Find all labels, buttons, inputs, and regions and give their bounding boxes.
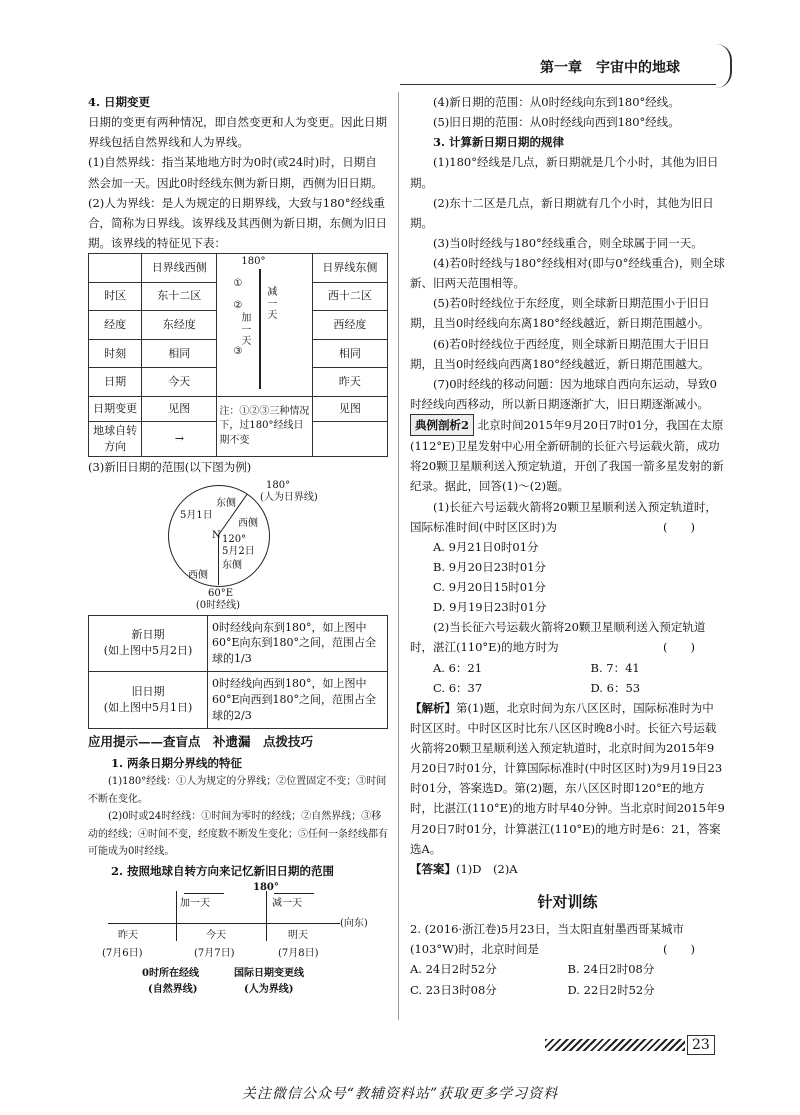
header-east: 日界线东侧 (312, 254, 387, 283)
rule-7: (7)0时经线的移动问题：因为地球自西向东运动，导致0时经线向西移动，所以新日期逐渐扩大，旧日期逐渐减小。 (410, 376, 717, 411)
add-day-label: 加一天 (241, 313, 252, 347)
old-date-range: (5)旧日期的范围：从0时经线向西到180°经线。 (433, 115, 680, 130)
question-3: 2. (2016·浙江卷)5月23日，当太阳直射墨西哥某城市(103°W)时，北京时间是 ( ) (410, 922, 695, 957)
rule-6: (6)若0时经线位于西经度，则全球新日期范围大于旧日期，且当0时经线向西离180°经线越近，新日期范围越大。 (410, 336, 710, 371)
rule-title: 3. 计算新日期日期的规律 (433, 135, 565, 150)
dateline-diagram: 180° ① ② ③ 加一天 减一天 (217, 254, 312, 397)
rule-1: (1)180°经线是几点，新日期就是几个小时，其他为旧日期。 (410, 155, 719, 190)
tips-title: 应用提示——查盲点 补遗漏 点拨技巧 (88, 734, 314, 750)
table-note: 注：①②③三种情况下，过180°经线日期不变 (217, 397, 312, 457)
subtract-day-label: 减一天 (267, 287, 278, 321)
tip1-p1: (1)180°经线：①人为规定的分界线；②位置固定不变；③时间不断在变化。 (88, 776, 387, 805)
date-range-table: 新日期 (如上图中5月2日) 0时经线向东到180°，如上图中60°E向东到180°之间，范围占全球的1/3 旧日期 (如上图中5月1日) 0时经线向西到180°，如上图中60°E向西到180°之间，范围占全球的2/3 (88, 615, 388, 730)
section-4-p1: (1)自然界线：指当某地地方时为0时(或24时)时，日期自然会加一天。因此0时经线东侧为新日期，西侧为旧日期。 (88, 155, 383, 190)
date-range-circle-figure: 180° (人为日界线) 东侧 西侧 5月1日 N 120° 5月2日 东侧 西侧 60°E (88, 477, 388, 597)
tip1-p2: (2)0时或24时经线：①时间为零时的经线；②自然界线；③移动的经线；④时间不变，经度数不断发生变化；⑤任何一条经线都有可能成为0时经线。 (88, 811, 388, 858)
section-4-p3: (3)新旧日期的范围(以下图为例) (88, 459, 252, 474)
date-axis-figure: 180° 加一天 减一天 (向东) 昨天 今天 明天 (7月6日) (7月7日) (7月8日) 0时所在经线 (自然界线) 国际日期变更线 (人为界线) (102, 881, 368, 995)
header-west: 日界线西侧 (142, 254, 217, 283)
section-4-title: 4. 日期变更 (88, 95, 151, 109)
rule-5: (5)若0时经线位于东经度，则全球新日期范围小于旧日期，且当0时经线向东离180°经线越近，新日期范围越小。 (410, 296, 710, 331)
footer-hatch (545, 1039, 685, 1051)
question-1-options: A. 9月21日0时01分 B. 9月20日23时01分 C. 9月20日15时01分 D. 9月19日23时01分 (433, 539, 547, 615)
axis-line (108, 923, 340, 924)
page-footer (545, 1035, 720, 1055)
chapter-header: 第一章 宇宙中的地球 (540, 60, 680, 76)
question-1: (1)长征六号运载火箭将20颗卫星顺利送入预定轨道时，国际标准时间(中时区区时)为 ( ) (410, 499, 717, 534)
left-column (88, 92, 388, 999)
example-tag: 典例剖析2 (410, 414, 474, 436)
page-number: 23 (687, 1035, 715, 1055)
right-column (410, 92, 725, 1000)
question-2-options: A. 6：21 B. 7：41 C. 6：37 D. 6：53 (433, 660, 641, 695)
column-divider (398, 92, 399, 1020)
section-4-intro: 日期的变更有两种情况，即自然变更和人为变更。因此日期界线包括自然界线和人为界线。 (88, 115, 387, 150)
rule-3: (3)当0时经线与180°经线重合，则全球属于同一天。 (433, 235, 703, 250)
tip1-title: 1. 两条日期分界线的特征 (111, 756, 243, 770)
dateline-feature-table: 日界线西侧 180° ① ② ③ 加一天 减一天 日界线东侧 时区 东十二区 西十二区 经度 东经度 西经度 时刻 相同 相同 日期 今天 昨天 日期变更 见图 注：①②③三种情况下，过180°经线日期不变 见图 地球自转方向 → (88, 253, 388, 457)
answer: 【答案】(1)D (2)A (410, 861, 518, 876)
meridian-180 (259, 269, 261, 389)
question-3-options: A. 24日2时52分 B. 24日2时08分 C. 23日3时08分 D. 22日2时52分 (410, 962, 655, 997)
rule-4: (4)若0时经线与180°经线相对(即与0°经线重合)，则全球新、旧两天范围相等。 (410, 256, 725, 291)
section-4-p2: (2)人为界线：是人为规定的日期界线，大致与180°经线重合，简称为日界线。该界线及其西侧为新日期，东侧为旧日期。该界线的特征见下表： (88, 195, 387, 250)
footer-note: 关注微信公众号“教辅资料站”获取更多学习资料 (241, 1086, 559, 1102)
question-2: (2)当长征六号运载火箭将20颗卫星顺利送入预定轨道时，湛江(110°E)的地方时为 ( ) (410, 620, 706, 655)
example-text: 北京时间2015年9月20日7时01分，我国在太原(112°E)卫星发射中心用全新研制的长征六号运载火箭，成功将20颗卫星顺利送入预定轨道，开创了我国一箭多星发射的新纪录。据此，回答(1)～(2)题。 (410, 418, 724, 494)
rule-2: (2)东十二区是几点，新日期就有几个小时，其他为旧日期。 (410, 195, 714, 230)
header-decoration (716, 44, 732, 88)
new-date-range: (4)新日期的范围：从0时经线向东到180°经线。 (433, 95, 680, 109)
header-rule (400, 84, 716, 85)
analysis: 【解析】第(1)题，北京时间为东八区区时，国际标准时为中时区区时。中时区区时比东八区区时晚8小时。长征六号运载火箭将20颗卫星顺利送入预定轨道时，北京时间为2015年9月20日7时01分，计算国际标准时(中时区区时)为9月19日23时01分，答案选D。第(2)题，东八区区时即120°E的地方时，比湛江(110°E)的地方时早40分钟。当北京时间2015年9月20日7时01分，计算湛江(110°E)的地方时是6：21，答案选A。 (410, 700, 725, 856)
circle-caption: (0时经线) (195, 600, 241, 611)
tip2-title: 2. 按照地球自转方向来记忆新旧日期的范围 (111, 863, 335, 878)
practice-section-title: 针对训练 (537, 892, 598, 911)
example-block (410, 414, 725, 497)
